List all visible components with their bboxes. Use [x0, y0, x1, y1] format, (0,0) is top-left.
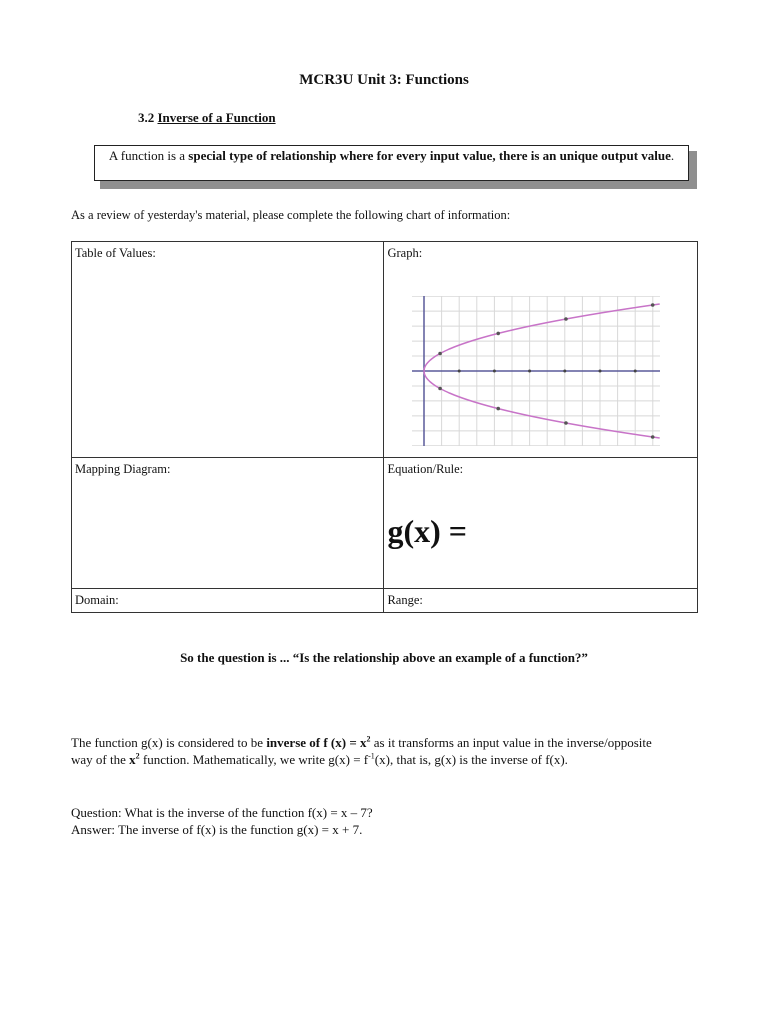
equation-text: g(x) =	[387, 513, 468, 549]
x-axis-dot	[529, 370, 532, 373]
table-of-values-label: Table of Values:	[75, 246, 156, 260]
domain-label: Domain:	[75, 593, 119, 607]
curve-point	[439, 387, 443, 391]
section-number: 3.2	[138, 110, 158, 125]
section-name: Inverse of a Function	[157, 110, 276, 125]
mapping-diagram-cell[interactable]	[72, 458, 384, 589]
mapping-diagram-label: Mapping Diagram:	[75, 462, 171, 476]
x-axis-dot	[564, 370, 567, 373]
table-of-values-cell[interactable]	[72, 242, 384, 458]
curve-point	[497, 407, 501, 411]
para-bold-1	[266, 735, 370, 750]
definition-callout	[94, 145, 691, 183]
x-axis-dot	[458, 370, 461, 373]
qa-answer: Answer: The inverse of f(x) is the function g(x) = x + 7.	[71, 822, 363, 837]
x-axis-dot	[599, 370, 602, 373]
definition-pre: A function is a	[108, 148, 189, 163]
para-bold-2	[129, 752, 140, 767]
curve-point	[565, 317, 569, 321]
curve-point	[651, 303, 655, 307]
para-bold-1-sup: 2	[366, 734, 371, 744]
curve-point	[651, 435, 655, 439]
range-label: Range:	[387, 593, 423, 607]
curve-point	[497, 332, 501, 336]
para-text-1: The function g(x) is considered to be	[71, 735, 267, 750]
question-heading: So the question is ... “Is the relationship above an example of a function?”	[180, 650, 588, 665]
graph	[412, 296, 660, 446]
x-axis-dot	[493, 370, 496, 373]
curve-point	[439, 352, 443, 356]
para-bold-2-text: x	[129, 752, 136, 767]
intro-text: As a review of yesterday's material, please complete the following chart of information:	[71, 208, 511, 222]
graph-svg	[412, 296, 660, 446]
qa-question: Question: What is the inverse of the function f(x) = x – 7?	[71, 805, 373, 820]
range-cell[interactable]	[384, 589, 698, 613]
graph-label: Graph:	[387, 246, 423, 260]
equation-label: Equation/Rule:	[387, 462, 464, 476]
para-bold-1-text: inverse of f (x) = x	[266, 735, 367, 750]
definition-box	[94, 145, 689, 181]
section-title	[138, 110, 276, 126]
x-axis-dot	[634, 370, 637, 373]
inverse-explanation	[71, 734, 671, 768]
para-bold-2-sup: 2	[135, 751, 140, 761]
domain-cell[interactable]	[72, 589, 384, 613]
review-chart	[71, 241, 698, 613]
graph-cell	[384, 242, 698, 458]
para-sup-3: -1	[368, 751, 375, 761]
equation-cell[interactable]	[384, 458, 698, 589]
definition-bold: special type of relationship where for every input value, there is an unique output value	[188, 148, 671, 163]
curve-point	[565, 421, 569, 425]
para-text-2: as it transforms an input value in the inverse/opposite way of the	[71, 735, 652, 767]
definition-post: .	[670, 148, 675, 163]
page-title: MCR3U Unit 3: Functions	[299, 72, 469, 88]
para-text-4: (x), that is, g(x) is the inverse of f(x).	[374, 752, 568, 767]
qa-block	[71, 804, 671, 838]
para-text-3: function. Mathematically, we write g(x) = f	[139, 752, 369, 767]
